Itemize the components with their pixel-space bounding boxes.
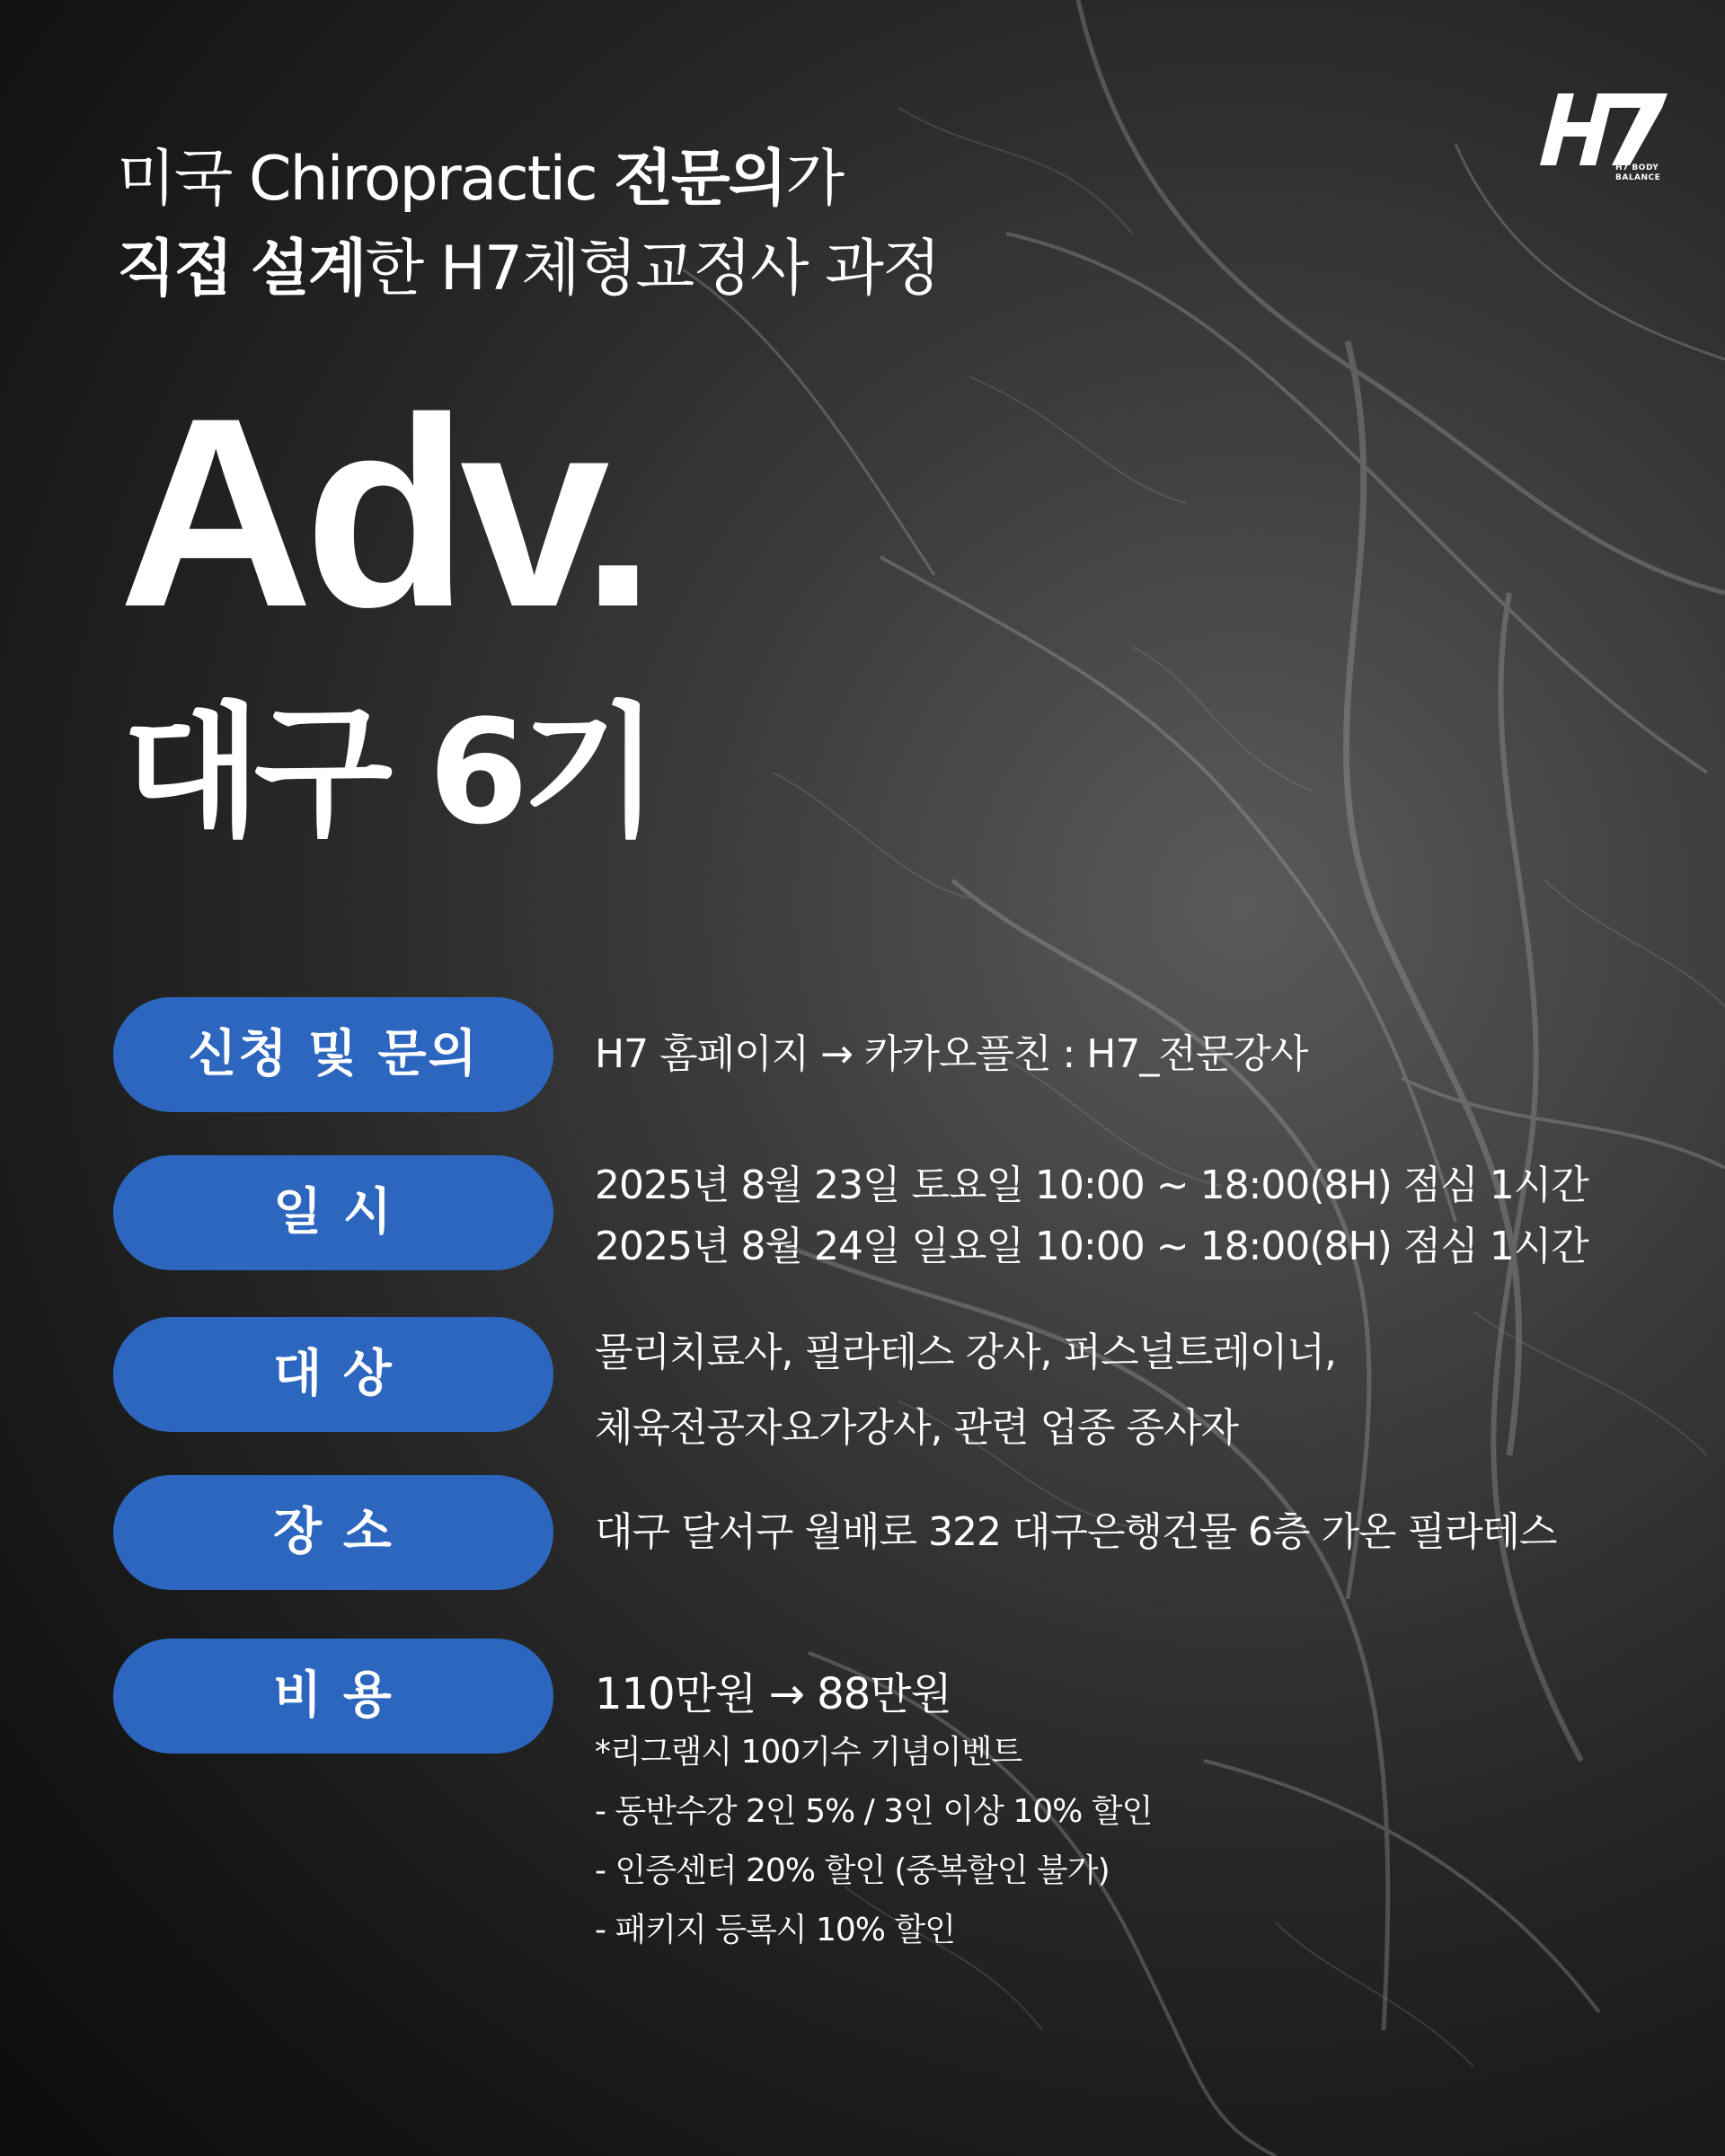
schedule-line: 2025년 8월 23일 토요일 10:00 ~ 18:00(8H) 점심 1시간 [595, 1162, 1588, 1208]
apply-label-pill: 신청 및 문의 [113, 997, 553, 1112]
headline [117, 135, 940, 314]
logo-subtext: H7 BODY BALANCE [1615, 163, 1661, 182]
place-label-pill: 장 소 [113, 1475, 553, 1590]
fee-price: 110만원 → 88만원 [595, 1669, 951, 1719]
headline-text: 미국 Chiropractic [117, 144, 615, 215]
headline-text: 한 H7체형교정사 과정 [365, 234, 940, 305]
target-line: 체육전공자요가강사, 관련 업종 종사자 [595, 1405, 1239, 1451]
schedule-line: 2025년 8월 24일 일요일 10:00 ~ 18:00(8H) 점심 1시간 [595, 1224, 1588, 1269]
info-row-schedule [113, 1155, 1623, 1272]
fee-note: - 인증센터 20% 할인 (중복할인 불가) [595, 1852, 1110, 1889]
course-title: Adv. [119, 361, 647, 663]
fee-note: - 동반수강 2인 5% / 3인 이상 10% 할인 [595, 1793, 1153, 1830]
target-label-pill: 대 상 [113, 1317, 553, 1432]
fee-note: - 패키지 등록시 10% 할인 [595, 1912, 955, 1948]
schedule-label-pill: 일 시 [113, 1155, 553, 1270]
headline-bold-text: 직접 설계 [117, 234, 366, 305]
info-row-apply [113, 997, 1623, 1114]
headline-bold-text: 전문의 [614, 144, 786, 215]
info-row-target [113, 1317, 1623, 1451]
target-line: 물리치료사, 필라테스 강사, 퍼스널트레이너, [595, 1330, 1336, 1375]
apply-text: H7 홈페이지 → 카카오플친 : H7_전문강사 [595, 1031, 1308, 1077]
fee-notes [595, 1723, 1152, 1960]
fee-label-pill: 비 용 [113, 1639, 553, 1754]
h7-logo [1527, 83, 1671, 190]
place-text: 대구 달서구 월배로 322 대구은행건물 6층 가온 필라테스 [595, 1509, 1557, 1555]
info-row-place [113, 1475, 1623, 1592]
headline-text: 가 [785, 144, 844, 215]
headline-line-1 [117, 135, 940, 225]
info-row-fee [113, 1639, 1623, 2016]
schedule-text [595, 1155, 1588, 1277]
target-text [595, 1315, 1336, 1466]
headline-line-2 [117, 225, 940, 314]
fee-note: *리그램시 100기수 기념이벤트 [595, 1734, 1022, 1771]
course-cohort: 대구 6기 [122, 688, 653, 856]
